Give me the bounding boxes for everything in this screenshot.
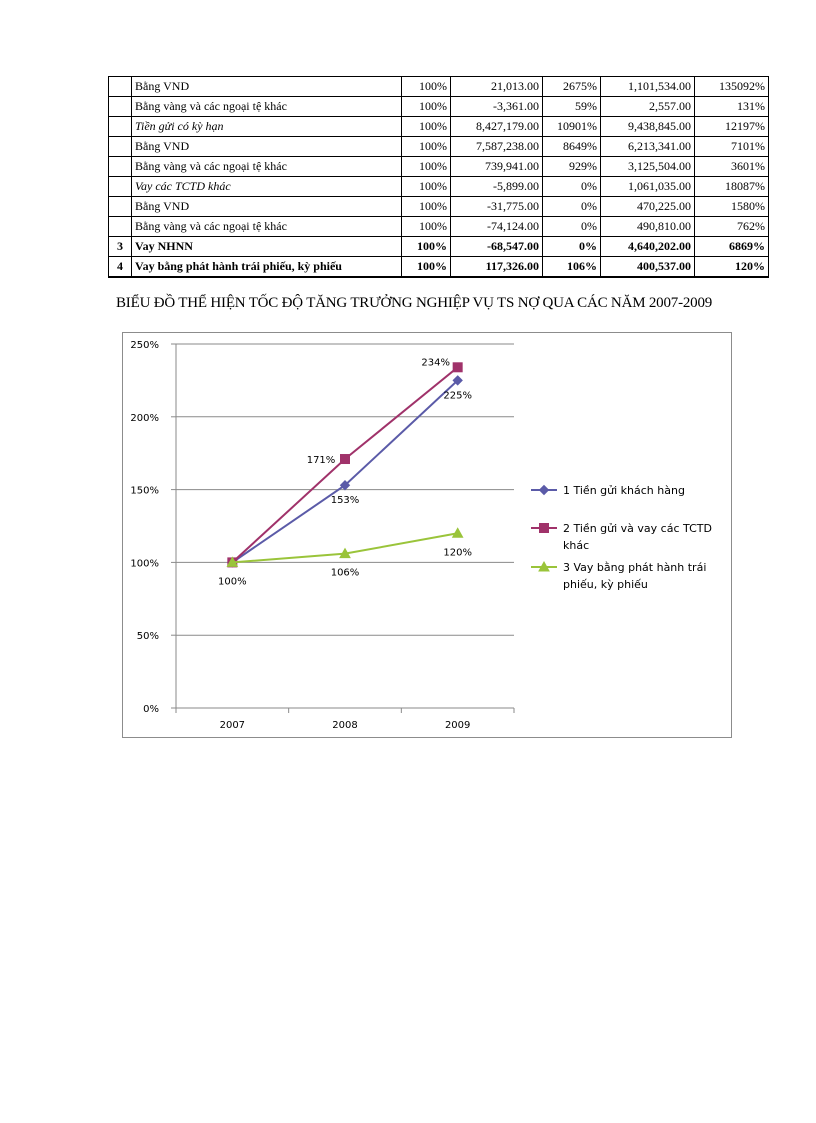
table-cell-name: Bằng vàng và các ngoại tệ khác <box>132 217 402 237</box>
table-cell-c4: 2,557.00 <box>601 97 695 117</box>
table-cell-c5: 7101% <box>695 137 769 157</box>
table-cell-stt <box>109 77 132 97</box>
table-cell-name: Vay các TCTD khác <box>132 177 402 197</box>
legend-label-1: 1 Tiền gửi khách hàng <box>563 484 685 497</box>
table-cell-stt: 3 <box>109 237 132 257</box>
series-2-point <box>453 363 462 372</box>
x-tick-label: 2007 <box>219 720 246 731</box>
table-row <box>109 157 769 177</box>
table-cell-c1: 100% <box>402 177 451 197</box>
y-tick-label: 100% <box>130 558 159 570</box>
chart-container <box>122 332 732 738</box>
table-cell-stt <box>109 97 132 117</box>
data-label: 153% <box>330 495 360 507</box>
table-cell-c2: 7,587,238.00 <box>451 137 543 157</box>
line-chart <box>123 333 731 737</box>
table-cell-name: Vay NHNN <box>132 237 402 257</box>
legend-label-3: 3 Vay bằng phát hành trái phiếu, kỳ phiếu <box>563 561 707 591</box>
table-cell-c2: -68,547.00 <box>451 237 543 257</box>
table-cell-c4: 9,438,845.00 <box>601 117 695 137</box>
table-row <box>109 177 769 197</box>
table-cell-c5: 1580% <box>695 197 769 217</box>
data-label: 120% <box>443 547 472 559</box>
table-cell-c1: 100% <box>402 77 451 97</box>
table-cell-name: Bằng vàng và các ngoại tệ khác <box>132 157 402 177</box>
table-row <box>109 237 769 257</box>
table-cell-name: Bằng VND <box>132 197 402 217</box>
series-line-2 <box>232 367 457 562</box>
table-cell-c2: -3,361.00 <box>451 97 543 117</box>
table-row <box>109 197 769 217</box>
table-cell-stt <box>109 137 132 157</box>
table-cell-c5: 18087% <box>695 177 769 197</box>
table-cell-c4: 470,225.00 <box>601 197 695 217</box>
table-cell-c2: 21,013.00 <box>451 77 543 97</box>
table-cell-c3: 929% <box>543 157 601 177</box>
table-cell-c4: 400,537.00 <box>601 257 695 278</box>
chart-heading: BIỂU ĐỒ THỂ HIỆN TỐC ĐỘ TĂNG TRƯỞNG NGHIỆP VỤ TS NỢ QUA CÁC NĂM 2007-2009 <box>116 295 713 311</box>
legend-marker-2 <box>540 524 549 533</box>
table-cell-stt <box>109 217 132 237</box>
table-cell-c3: 106% <box>543 257 601 278</box>
table-body <box>109 77 769 278</box>
table-cell-c3: 2675% <box>543 77 601 97</box>
table-cell-c1: 100% <box>402 197 451 217</box>
data-label: 225% <box>443 390 472 402</box>
y-tick-label: 250% <box>130 340 159 351</box>
table-cell-stt <box>109 197 132 217</box>
table-cell-c2: -5,899.00 <box>451 177 543 197</box>
legend <box>531 484 712 591</box>
table-cell-c3: 0% <box>543 177 601 197</box>
x-tick-label: 2008 <box>332 720 358 731</box>
y-tick-label: 50% <box>136 631 159 643</box>
table-row <box>109 257 769 278</box>
table-cell-c4: 490,810.00 <box>601 217 695 237</box>
y-tick-label: 200% <box>130 412 159 424</box>
table-cell-c4: 3,125,504.00 <box>601 157 695 177</box>
legend-marker-1 <box>540 486 549 495</box>
data-label: 234% <box>421 357 450 369</box>
table-cell-c3: 8649% <box>543 137 601 157</box>
table-cell-name: Bằng VND <box>132 77 402 97</box>
table-cell-c2: 117,326.00 <box>451 257 543 278</box>
data-label: 106% <box>330 567 360 579</box>
y-tick-label: 150% <box>130 485 159 497</box>
table-cell-stt: 4 <box>109 257 132 278</box>
table-row <box>109 97 769 117</box>
table-cell-c1: 100% <box>402 157 451 177</box>
table-cell-c1: 100% <box>402 137 451 157</box>
table-row <box>109 217 769 237</box>
series-line-1 <box>232 380 457 562</box>
table-cell-c5: 135092% <box>695 77 769 97</box>
x-tick-label: 2009 <box>444 720 471 731</box>
table-cell-c3: 0% <box>543 197 601 217</box>
table-cell-c1: 100% <box>402 237 451 257</box>
table-cell-c4: 6,213,341.00 <box>601 137 695 157</box>
table-cell-c2: 739,941.00 <box>451 157 543 177</box>
table-cell-c5: 120% <box>695 257 769 278</box>
data-label: 100% <box>218 576 247 588</box>
table-cell-c5: 6869% <box>695 237 769 257</box>
table-cell-c3: 0% <box>543 217 601 237</box>
table-cell-c1: 100% <box>402 117 451 137</box>
table-cell-c3: 0% <box>543 237 601 257</box>
data-label: 171% <box>306 455 336 467</box>
table-row <box>109 77 769 97</box>
table-cell-c4: 1,061,035.00 <box>601 177 695 197</box>
table-cell-stt <box>109 177 132 197</box>
table-cell-c2: 8,427,179.00 <box>451 117 543 137</box>
table-cell-name: Vay bằng phát hành trái phiếu, kỳ phiếu <box>132 257 402 278</box>
table-cell-c2: -31,775.00 <box>451 197 543 217</box>
table-cell-c3: 59% <box>543 97 601 117</box>
table-row <box>109 117 769 137</box>
table-cell-c5: 12197% <box>695 117 769 137</box>
series-layer <box>227 363 462 567</box>
legend-label-2: 2 Tiền gửi và vay các TCTD khác <box>563 522 712 552</box>
table-cell-c1: 100% <box>402 97 451 117</box>
table-cell-c1: 100% <box>402 257 451 278</box>
table-cell-stt <box>109 117 132 137</box>
table-cell-name: Bằng VND <box>132 137 402 157</box>
table-cell-c2: -74,124.00 <box>451 217 543 237</box>
table-cell-c1: 100% <box>402 217 451 237</box>
table-cell-c5: 3601% <box>695 157 769 177</box>
table-cell-stt <box>109 157 132 177</box>
series-2-point <box>341 455 350 464</box>
table-row <box>109 137 769 157</box>
table-cell-c5: 762% <box>695 217 769 237</box>
table-cell-name: Bằng vàng và các ngoại tệ khác <box>132 97 402 117</box>
series-3-point <box>453 528 463 537</box>
y-tick-label: 0% <box>143 704 159 715</box>
table-cell-c4: 4,640,202.00 <box>601 237 695 257</box>
table-cell-name: Tiền gửi có kỳ hạn <box>132 117 402 137</box>
table-cell-c5: 131% <box>695 97 769 117</box>
table-cell-c3: 10901% <box>543 117 601 137</box>
table-cell-c4: 1,101,534.00 <box>601 77 695 97</box>
financial-table <box>108 76 769 278</box>
